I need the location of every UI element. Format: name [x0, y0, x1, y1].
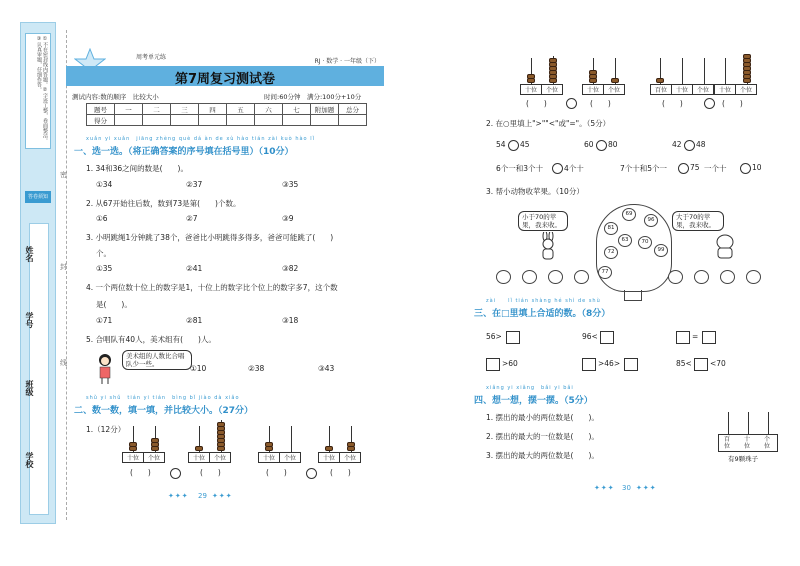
score-row-values [87, 115, 367, 126]
q3-option-3: ③82 [282, 264, 299, 273]
bunny-speech-bubble: 小于70的苹果，我来收。 [518, 211, 568, 231]
tree-apple[interactable]: 72 [604, 246, 618, 259]
score-cell: 一 [115, 104, 143, 115]
elephant-illustration [714, 232, 736, 260]
fill-box[interactable] [506, 331, 520, 344]
q3-text: 3. 小明跳绳1分钟跳了38个，爸爸比小明跳得多得多，爸爸可能跳了( ) [86, 233, 334, 242]
abacus-ones-label: 个位 [763, 436, 770, 450]
abacus-three-rod [650, 52, 716, 96]
cmp-right-4: 4个十 [564, 164, 584, 173]
abacus [520, 52, 564, 96]
empty-apple[interactable] [522, 270, 537, 284]
q2-text: 2. 从67开始往后数，数到73是第( )个数。 [86, 199, 241, 208]
section2-pinyin: shǔ yi shǔ tián yi tián bìng bǐ jiào dà xiǎo [86, 395, 240, 401]
fill-box[interactable] [702, 331, 716, 344]
abacus [122, 420, 166, 464]
answer-paren[interactable]: ( ) [130, 468, 151, 477]
q2-option-1: ①6 [96, 214, 108, 223]
q4-text: 4. 一个两位数十位上的数字是1，十位上的数字比个位上的数字多7，这个数 [86, 283, 338, 292]
compare-circle[interactable] [704, 98, 715, 109]
fill-box[interactable] [676, 331, 690, 344]
score-input[interactable] [199, 115, 227, 126]
section3-pinyin: zài lǐ tián shàng hé shì de shù [486, 298, 601, 304]
name-label: 姓名 [25, 246, 34, 262]
q1-option-2: ②37 [186, 180, 203, 189]
fill-2-text: 96< [582, 332, 598, 341]
q5-option-1: ①10 [190, 364, 207, 373]
seal-line [66, 30, 67, 520]
score-input[interactable] [115, 115, 143, 126]
s4-q3: 3. 摆出的最大的两位数是( )。 [486, 451, 599, 460]
page-number-right: 30 [622, 484, 631, 492]
seal-char-3: 线 [60, 359, 67, 367]
abacus-tens-label: 十位 [122, 452, 144, 463]
answer-paren[interactable]: ( ) [266, 468, 287, 477]
score-cell: 二 [143, 104, 171, 115]
compare-circle[interactable] [566, 98, 577, 109]
abacus-tens-label: 十位 [714, 84, 736, 95]
abacus-caption: 有9颗珠子 [728, 455, 759, 463]
cmp-left-1: 54 [496, 140, 506, 149]
abacus-ones-label: 个位 [209, 452, 231, 463]
q5-speech-bubble: 美术组的人数比合唱队少一些。 [122, 350, 192, 370]
girl-illustration [96, 353, 114, 385]
q1-text: 1. 34和36之间的数是( )。 [86, 164, 188, 173]
abacus-ones-label: 个位 [603, 84, 625, 95]
tree-apple[interactable]: 77 [598, 266, 612, 279]
fill-4-text: >60 [502, 359, 518, 368]
answer-notes: ①不在密封线内答题。②字迹工整，卷面整洁。③认真审题，仔细作答。 [25, 33, 51, 149]
abacus [258, 420, 302, 464]
abacus-tens-label: 十位 [671, 84, 693, 95]
s2-q1-label: 1.（12分） [86, 425, 126, 434]
answer-paren[interactable]: ( ) [662, 99, 683, 108]
bunny-illustration [538, 232, 558, 262]
section1-pinyin: xuǎn yi xuǎn jiāng zhèng què dá àn de xù hào tián zài kuò hào lǐ [86, 136, 315, 142]
score-input[interactable] [227, 115, 255, 126]
seal-char-2: 封 [60, 263, 67, 271]
abacus-three-rod [718, 412, 778, 464]
answer-paren[interactable]: ( ) [722, 99, 743, 108]
answer-paren[interactable]: ( ) [526, 99, 547, 108]
abacus-tens-label: 十位 [743, 436, 750, 450]
empty-apple[interactable] [668, 270, 683, 284]
abacus-hundreds-label: 百位 [723, 436, 730, 450]
q5-option-3: ③43 [318, 364, 335, 373]
student-info-area [29, 223, 49, 515]
q1-option-1: ①34 [96, 180, 113, 189]
score-input[interactable] [311, 115, 339, 126]
page-title: 第7周复习测试卷 [174, 72, 276, 87]
compare-circle[interactable] [306, 468, 317, 479]
q3-option-2: ②41 [186, 264, 203, 273]
class-label: 班级 [25, 380, 34, 396]
score-cell: 题号 [87, 104, 115, 115]
abacus [318, 420, 362, 464]
section4-title: 四、想一想，摆一摆。（5分） [474, 396, 593, 406]
empty-apple[interactable] [720, 270, 735, 284]
score-cell: 总分 [339, 104, 367, 115]
empty-apple[interactable] [548, 270, 563, 284]
score-input[interactable] [255, 115, 283, 126]
q4-option-2: ②81 [186, 316, 203, 325]
cmp-left-3: 42 [672, 140, 682, 149]
abacus-ones-label: 个位 [692, 84, 714, 95]
section1-title: 一、选一选。（将正确答案的序号填在括号里）（10分） [74, 147, 294, 157]
r-q3-text: 3. 帮小动物收苹果。（10分） [486, 187, 584, 196]
compare-circle[interactable] [678, 163, 689, 174]
score-cell: 三 [171, 104, 199, 115]
abacus-tens-label: 十位 [582, 84, 604, 95]
page-number-left: 29 [198, 492, 207, 500]
q2-option-3: ③9 [282, 214, 294, 223]
answer-paren[interactable]: ( ) [200, 468, 221, 477]
page-deco-left: ✦✦✦ [212, 492, 233, 500]
q5-text: 5. 合唱队有40人，美术组有( )人。 [86, 335, 216, 344]
test-time: 时间:60分钟 满分:100分+10分 [264, 93, 362, 101]
compare-circle[interactable] [170, 468, 181, 479]
abacus-ones-label: 个位 [735, 84, 757, 95]
r-q2-text: 2. 在○里填上">""<"或"="。（5分） [486, 119, 611, 128]
fill-box[interactable] [694, 358, 708, 371]
abacus-tens-label: 十位 [318, 452, 340, 463]
compare-circle[interactable] [684, 140, 695, 151]
score-table [86, 103, 367, 126]
page-deco-right: ✦✦✦ [594, 484, 615, 492]
score-input[interactable] [171, 115, 199, 126]
abacus-tens-label: 十位 [520, 84, 542, 95]
tree-apple[interactable]: 99 [654, 244, 668, 257]
q4-text-cont: 是( )。 [96, 300, 132, 309]
score-row-header [87, 104, 367, 115]
section2-title: 二、数一数，填一填，并比较大小。（27分） [74, 406, 254, 416]
cmp-right-5: 75 [690, 163, 700, 172]
q3-option-1: ①35 [96, 264, 113, 273]
fill-3-text: = [692, 332, 699, 341]
tree-apple[interactable]: 70 [638, 236, 652, 249]
fill-5-text: >46> [598, 359, 621, 368]
course-label: RJ · 数学 · 一年级（下） [314, 58, 380, 65]
abacus-ones-label: 个位 [541, 84, 563, 95]
q4-option-3: ③18 [282, 316, 299, 325]
s4-q2: 2. 摆出的最大的一位数是( )。 [486, 432, 599, 441]
compare-circle[interactable] [596, 140, 607, 151]
score-input[interactable] [283, 115, 311, 126]
tree-trunk [624, 290, 642, 301]
tree-apple[interactable]: 81 [604, 222, 618, 235]
answer-paren[interactable]: ( ) [590, 99, 611, 108]
fill-7-text: <70 [710, 359, 726, 368]
fill-box[interactable] [486, 358, 500, 371]
student-id-label: 学号 [25, 312, 34, 328]
q4-option-1: ①71 [96, 316, 113, 325]
s4-q1: 1. 摆出的最小的两位数是( )。 [486, 413, 599, 422]
score-cell: 七 [283, 104, 311, 115]
cmp-left-5: 7个十和5个一 [620, 164, 668, 173]
q3-text-cont: 个。 [96, 249, 111, 258]
abacus-ones-label: 个位 [279, 452, 301, 463]
abacus-ones-label: 个位 [143, 452, 165, 463]
tree-apple[interactable]: 69 [622, 208, 636, 221]
school-label: 学校 [25, 452, 34, 468]
abacus-hundreds-label: 百位 [650, 84, 672, 95]
unit-label: 周考单元练 [136, 54, 167, 61]
abacus-ones-label: 个位 [339, 452, 361, 463]
q2-option-2: ②7 [186, 214, 198, 223]
test-content: 测试内容:数的顺序 比较大小 [72, 93, 159, 101]
cmp-right-6: 10 [752, 163, 762, 172]
tree-apple[interactable]: 63 [618, 234, 632, 247]
section4-pinyin: xiǎng yi xiǎng bǎi yi bǎi [486, 385, 574, 391]
score-cell: 六 [255, 104, 283, 115]
score-cell: 得分 [87, 115, 115, 126]
answer-notes-tag: 答卷须知 [25, 191, 51, 203]
q5-option-2: ②38 [248, 364, 265, 373]
abacus [188, 420, 232, 464]
compare-circle[interactable] [740, 163, 751, 174]
abacus-tens-label: 十位 [258, 452, 280, 463]
empty-apple[interactable] [574, 270, 589, 284]
answer-paren[interactable]: ( ) [330, 468, 351, 477]
compare-circle[interactable] [552, 163, 563, 174]
cmp-right-2: 80 [608, 140, 618, 149]
binding-strip [20, 22, 56, 524]
page-deco-left: ✦✦✦ [168, 492, 189, 500]
cmp-left-2: 60 [584, 140, 594, 149]
empty-apple[interactable] [496, 270, 511, 284]
abacus [714, 52, 758, 96]
compare-circle[interactable] [508, 140, 519, 151]
score-input[interactable] [143, 115, 171, 126]
cmp-right-1: 45 [520, 140, 530, 149]
cmp-left-4: 6个一和3个十 [496, 164, 544, 173]
cmp-right-3: 48 [696, 140, 706, 149]
abacus-tens-label: 十位 [188, 452, 210, 463]
q1-option-3: ③35 [282, 180, 299, 189]
title-banner [66, 58, 384, 87]
elephant-speech-bubble: 大于70的苹果，我来收。 [672, 211, 724, 231]
abacus [582, 52, 626, 96]
cmp-left-6: 一个十 [704, 164, 727, 173]
fill-box[interactable] [624, 358, 638, 371]
fill-6-text: 85< [676, 359, 692, 368]
empty-apple[interactable] [746, 270, 761, 284]
abacus-base [718, 434, 778, 452]
section3-title: 三、在□里填上合适的数。（8分） [474, 309, 611, 319]
fill-box[interactable] [600, 331, 614, 344]
score-input[interactable] [339, 115, 367, 126]
fill-1-text: 56> [486, 332, 502, 341]
score-cell: 附加题 [311, 104, 339, 115]
score-cell: 五 [227, 104, 255, 115]
empty-apple[interactable] [694, 270, 709, 284]
score-cell: 四 [199, 104, 227, 115]
fill-box[interactable] [582, 358, 596, 371]
seal-char-1: 密 [60, 171, 67, 179]
page-deco-right: ✦✦✦ [636, 484, 657, 492]
tree-apple[interactable]: 96 [644, 214, 658, 227]
